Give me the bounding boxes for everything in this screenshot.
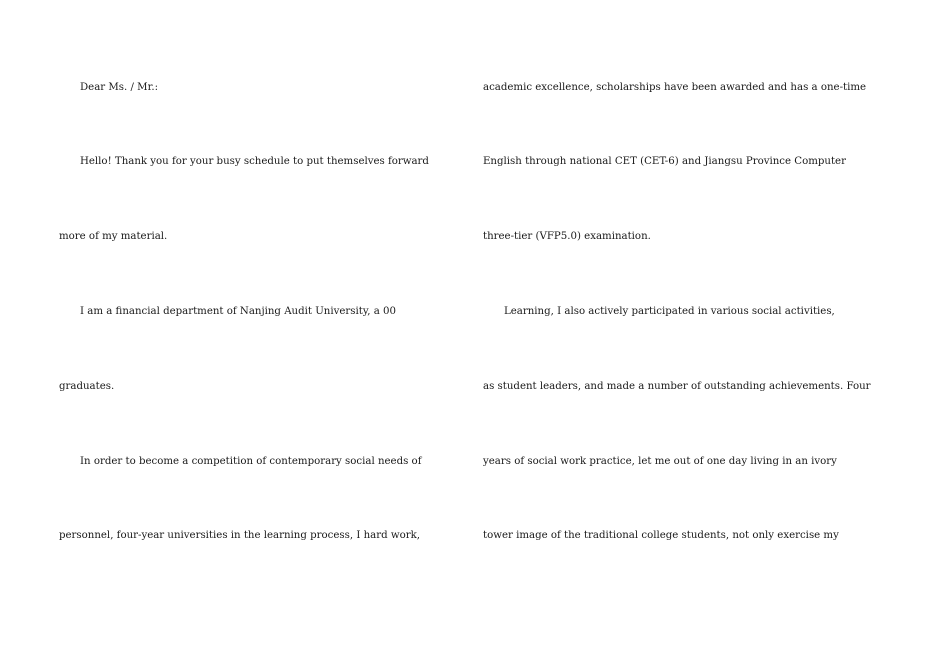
text-line: more of my material. bbox=[59, 231, 168, 242]
text-line: years of social work practice, let me out of one day living in an ivory bbox=[483, 456, 837, 467]
salutation-line: Dear Ms. / Mr.: bbox=[80, 82, 159, 93]
text-line: graduates. bbox=[59, 381, 115, 392]
text-line: English through national CET (CET-6) and Jiangsu Province Computer bbox=[483, 156, 846, 167]
text-line: three-tier (VFP5.0) examination. bbox=[483, 231, 651, 242]
text-line: Learning, I also actively participated in various social activities, bbox=[504, 306, 835, 317]
text-line: academic excellence, scholarships have been awarded and has a one-time bbox=[483, 82, 867, 93]
text-line: as student leaders, and made a number of outstanding achievements. Four bbox=[483, 381, 871, 392]
text-line: personnel, four-year universities in the learning process, I hard work, bbox=[59, 530, 420, 541]
text-line: Hello! Thank you for your busy schedule to put themselves forward bbox=[80, 156, 429, 167]
text-line: tower image of the traditional college students, not only exercise my bbox=[483, 530, 839, 541]
text-line: I am a financial department of Nanjing Audit University, a 00 bbox=[80, 306, 397, 317]
text-line: In order to become a competition of contemporary social needs of bbox=[80, 456, 422, 467]
